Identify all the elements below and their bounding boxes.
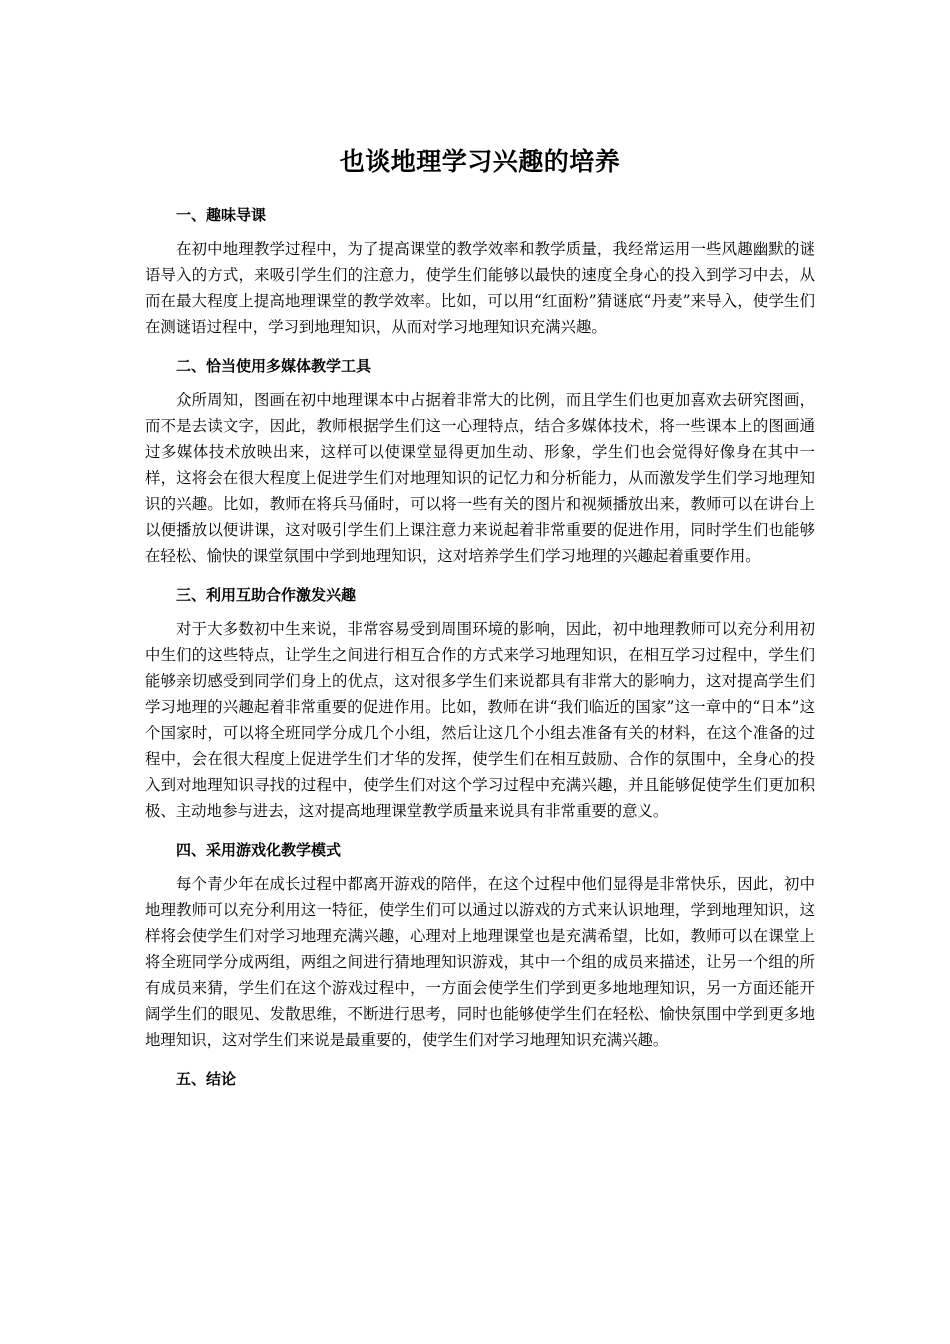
document-title: 也谈地理学习兴趣的培养 [339, 147, 621, 176]
section-paragraph: 众所周知，图画在初中地理课本中占据着非常大的比例，而且学生们也更加喜欢去研究图画，而不是去读文字，因此，教师根据学生们这一心理特点，结合多媒体技术，将一些课本上的图画通过多媒体技术放映出来，这样可以使课堂显得更加生动、形象，学生们也会觉得好像身在其中一样，这将会在很大程度上促进学生们对地理知识的记忆力和分析能力，从而激发学生们学习地理知识的兴趣。比如，教师在将兵马俑时，可以将一些有关的图片和视频播放出来，教师可以在讲台上以便播放以便讲课，这对吸引学生们上课注意力来说起着非常重要的促进作用，同时学生们也能够在轻松、愉快的课堂氛围中学到地理知识，这对培养学生们学习地理的兴趣起着重要作用。 [145, 391, 815, 565]
section-heading: 一、趣味导课 [176, 206, 267, 224]
section-2 [145, 353, 815, 569]
section-3 [145, 582, 815, 824]
section-5 [145, 1066, 815, 1092]
section-heading: 四、采用游戏化教学模式 [176, 841, 342, 859]
section-heading: 三、利用互助合作激发兴趣 [176, 586, 357, 604]
section-paragraph: 在初中地理教学过程中，为了提高课堂的教学效率和教学质量，我经常运用一些风趣幽默的谜语导入的方式，来吸引学生们的注意力，使学生们能够以最快的速度全身心的投入到学习中去，从而在最大程度上提高地理课堂的教学效率。比如，可以用“红面粉”猜谜底“丹麦”来导入，使学生们在测谜语过程中，学习到地理知识，从而对学习地理知识充满兴趣。 [145, 240, 815, 336]
section-4 [145, 837, 815, 1053]
section-heading: 二、恰当使用多媒体教学工具 [176, 357, 372, 375]
section-paragraph: 对于大多数初中生来说，非常容易受到周围环境的影响，因此，初中地理教师可以充分利用初中生们的这些特点，让学生之间进行相互合作的方式来学习地理知识，在相互学习过程中，学生们能够亲切感受到同学们身上的优点，这对很多学生们来说都具有非常大的影响力，这对提高学生们学习地理的兴趣起着非常重要的促进作用。比如，教师在讲“我们临近的国家”这一章中的“日本”这个国家时，可以将全班同学分成几个小组，然后让这几个小组去准备有关的材料，在这个准备的过程中，会在很大程度上促进学生们才华的发挥，使学生们在相互鼓励、合作的氛围中，全身心的投入到对地理知识寻找的过程中，使学生们对这个学习过程中充满兴趣，并且能够促使学生们更加积极、主动地参与进去，这对提高地理课堂教学质量来说具有非常重要的意义。 [145, 620, 815, 820]
section-paragraph: 每个青少年在成长过程中都离开游戏的陪伴，在这个过程中他们显得是非常快乐，因此，初中地理教师可以充分利用这一特征，使学生们可以通过以游戏的方式来认识地理，学到地理知识，这样将会使学生们对学习地理充满兴趣，心理对上地理课堂也是充满希望，比如，教师可以在课堂上将全班同学分成两组，两组之间进行猜地理知识游戏，其中一个组的成员来描述，让另一个组的所有成员来猜，学生们在这个游戏过程中，一方面会使学生们学到更多地地理知识，另一方面还能开阔学生们的眼见、发散思维，不断进行思考，同时也能够使学生们在轻松、愉快氛围中学到更多地地理知识，这对学生们来说是最重要的，使学生们对学习地理知识充满兴趣。 [145, 875, 815, 1049]
section-heading: 五、结论 [176, 1070, 237, 1088]
document-body [145, 137, 815, 1100]
section-1 [145, 202, 815, 340]
